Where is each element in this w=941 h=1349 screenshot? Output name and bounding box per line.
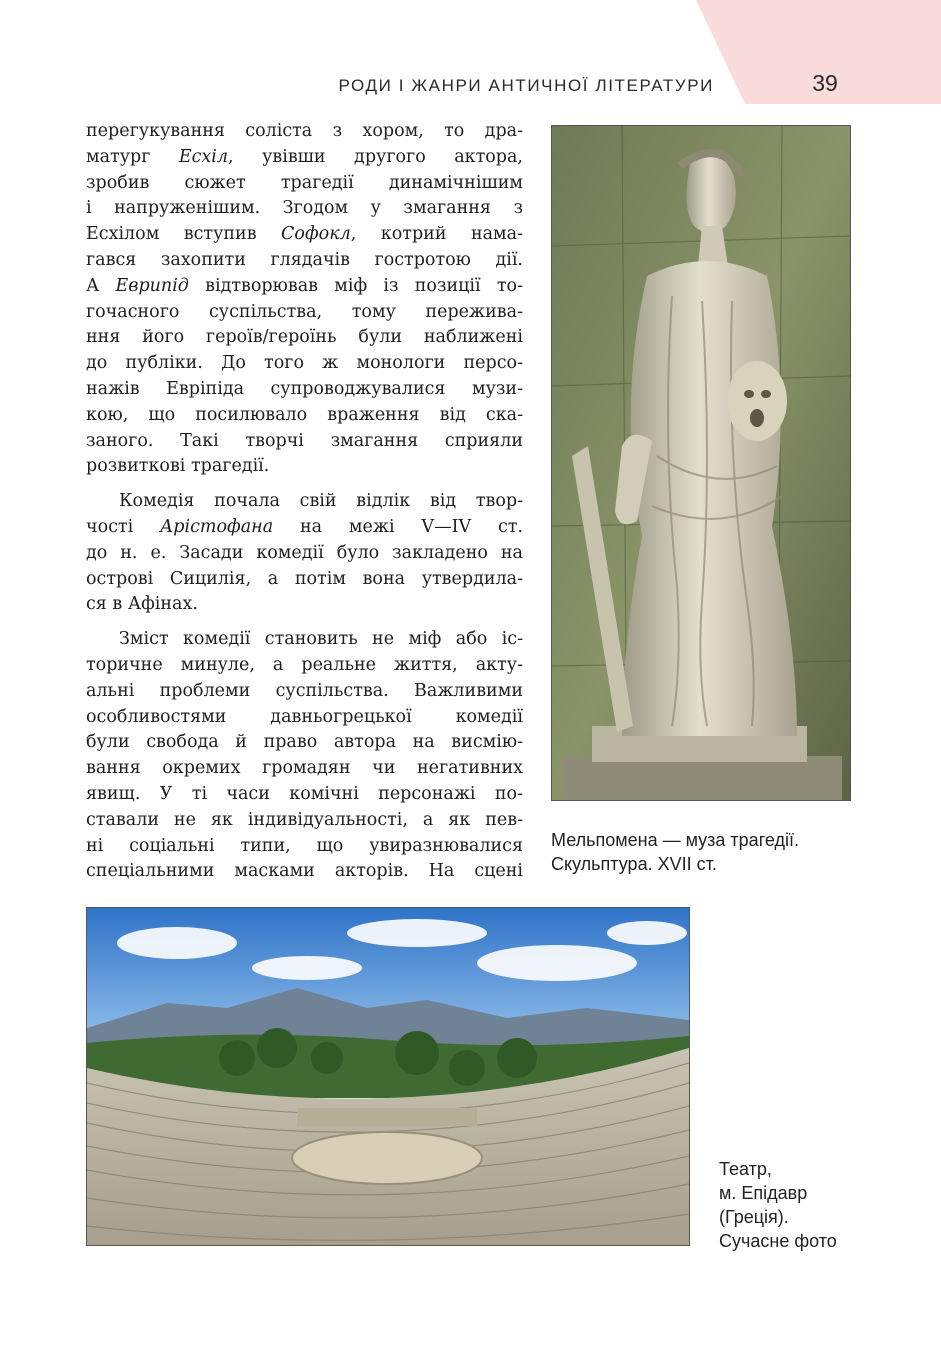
text-line: спеціальними масками акторів. На сцені bbox=[86, 861, 523, 882]
body-text bbox=[86, 119, 523, 885]
text-line: і напруженішим. Згодом у змагання з bbox=[86, 198, 523, 219]
theatre-caption bbox=[719, 1157, 919, 1253]
theatre-photo-icon bbox=[86, 907, 690, 1246]
text-line: гочасного суспільства, тому пережива- bbox=[86, 301, 523, 322]
text-line: нажів Евріпіда супроводжувалися музи- bbox=[86, 378, 523, 399]
caption-line: Мельпомена — муза трагедії. bbox=[551, 830, 799, 850]
caption-line: Театр, bbox=[719, 1159, 772, 1179]
text-line: А Еврипід відтворював міф із позиції то- bbox=[86, 275, 523, 296]
text-line: Зміст комедії становить не міф або іс- bbox=[119, 629, 523, 650]
statue-caption bbox=[551, 828, 871, 876]
text-line: зробив сюжет трагедії динамічнішим bbox=[86, 172, 523, 193]
text-line: ні соціальні типи, що увиразнювалися bbox=[86, 835, 523, 856]
name-aristophanes: Арістофана bbox=[160, 516, 274, 537]
text-line: альні проблеми суспільства. Важливими bbox=[86, 680, 523, 701]
caption-line: Сучасне фото bbox=[719, 1231, 837, 1251]
text-line: до н. е. Засади комедії було закладено на bbox=[86, 542, 523, 563]
text-line: до публіки. До того ж монологи персо- bbox=[86, 353, 523, 374]
text-line: торичне минуле, а реальне життя, акту- bbox=[86, 654, 523, 675]
caption-line: (Греція). bbox=[719, 1207, 789, 1227]
text-line: заного. Такі творчі змагання сприяли bbox=[86, 430, 523, 451]
text-line: кою, що посилювало враження від ска- bbox=[86, 404, 523, 425]
name-euripides: Еврипід bbox=[115, 275, 189, 296]
text-line: Есхілом вступив Софокл, котрий нама- bbox=[86, 224, 523, 245]
text-line: особливостями давньогрецької комедії bbox=[86, 706, 523, 727]
name-aeschylus: Есхіл bbox=[178, 146, 229, 167]
text-line: ння його героїв/героїнь були наближені bbox=[86, 327, 523, 348]
paragraph-tragedy bbox=[86, 119, 523, 480]
text-line: вання окремих громадян чи негативних bbox=[86, 758, 523, 779]
caption-line: м. Епідавр bbox=[719, 1183, 808, 1203]
text-line: розвиткові трагедії. bbox=[86, 456, 270, 477]
name-sophocles: Софокл bbox=[281, 224, 351, 245]
text-line: ставали не як індивідуальності, а як пев- bbox=[86, 809, 523, 830]
caption-line: Скульптура. XVII ст. bbox=[551, 854, 717, 874]
text-line: гався захопити глядачів гостротою дії. bbox=[86, 249, 523, 270]
text-line: острові Сицилія, а потім вона утвердила- bbox=[86, 568, 523, 589]
page-number: 39 bbox=[812, 70, 838, 96]
text-line: чості Арістофана на межі V—IV ст. bbox=[86, 516, 524, 537]
text-line: перегукування соліста з хором, то дра- bbox=[86, 121, 523, 141]
text-line: явищ. У ті часи комічні персонажі по- bbox=[86, 783, 523, 804]
running-title: РОДИ І ЖАНРИ АНТИЧНОЇ ЛІТЕРАТУРИ bbox=[338, 76, 714, 95]
text-line: були свобода й право автора на висмію- bbox=[86, 732, 523, 753]
paragraph-comedy-content bbox=[86, 627, 523, 885]
statue-photo-icon bbox=[551, 125, 851, 801]
text-line: матург Есхіл, увівши другого актора, bbox=[86, 146, 523, 167]
paragraph-comedy-origin bbox=[86, 489, 523, 618]
text-line: ся в Афінах. bbox=[86, 594, 198, 615]
text-line: Комедія почала свій відлік від твор- bbox=[119, 491, 523, 512]
